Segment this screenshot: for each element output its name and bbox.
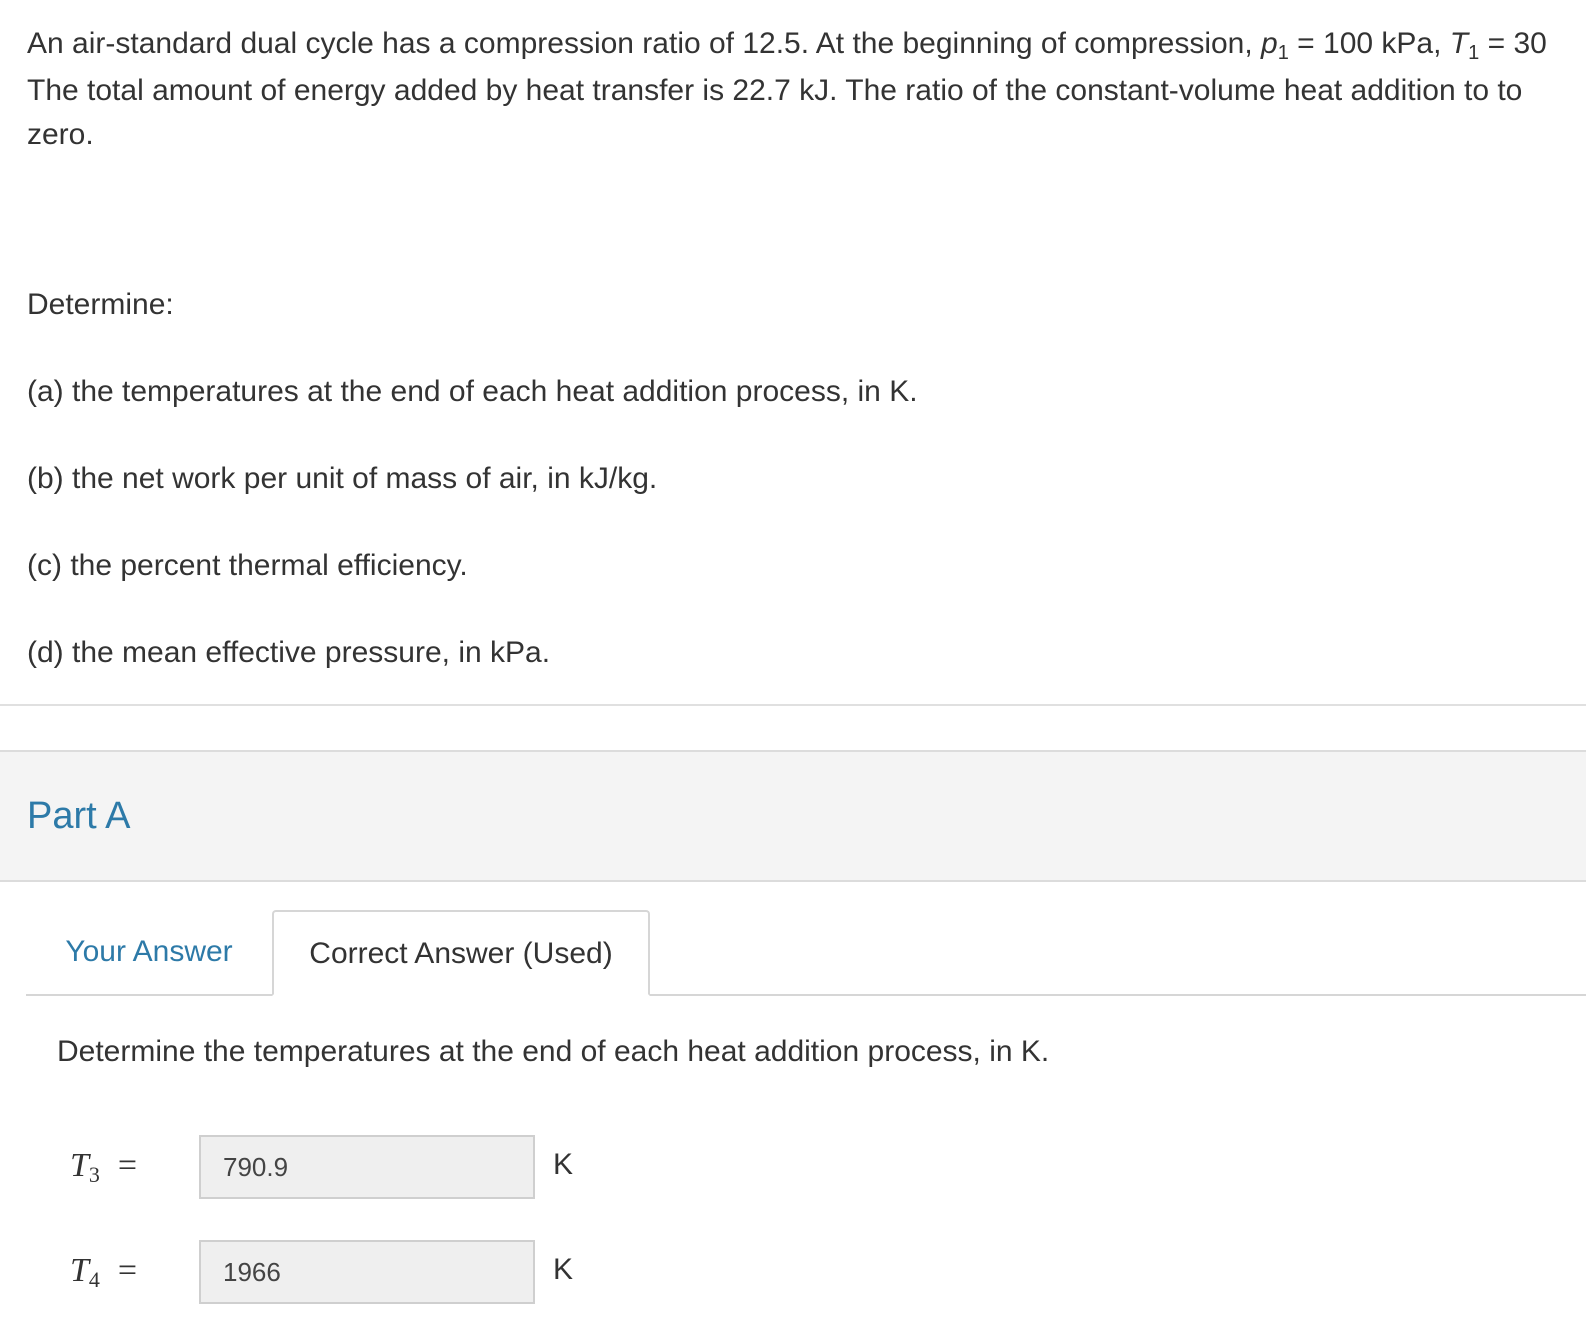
problem-line-2: The total amount of energy added by heat transfer is 22.7 kJ. The ratio of the constant-volume heat addition to to (27, 74, 1523, 107)
t3-symbol: T (70, 1147, 89, 1184)
t3-label (70, 1147, 137, 1185)
item-a: (a) the temperatures at the end of each heat addition process, in K. (27, 375, 918, 408)
t3-unit: K (553, 1148, 574, 1181)
t4-unit: K (553, 1253, 574, 1286)
problem-line-1 (27, 22, 1586, 69)
tab-your-answer[interactable]: Your Answer (65, 935, 233, 968)
problem-text: An air-standard dual cycle has a compression ratio of 12.5. At the beginning of compression, (27, 27, 1262, 60)
t4-subscript: 4 (88, 1267, 100, 1292)
t3-equals: = (117, 1147, 138, 1184)
tab-correct-answer[interactable]: Correct Answer (Used) (272, 910, 650, 996)
t4-equals: = (117, 1252, 138, 1289)
determine-label: Determine: (27, 288, 174, 321)
section-divider (0, 704, 1586, 706)
answer-row-t3 (70, 1135, 590, 1201)
pressure-symbol: p (1261, 27, 1278, 60)
item-b: (b) the net work per unit of mass of air, in kJ/kg. (27, 462, 658, 495)
problem-statement (27, 22, 1586, 157)
part-a-question: Determine the temperatures at the end of each heat addition process, in K. (57, 1035, 1050, 1068)
t4-label (70, 1252, 137, 1290)
t4-symbol: T (70, 1252, 89, 1289)
temperature-subscript: 1 (1468, 42, 1480, 64)
answer-row-t4 (70, 1240, 590, 1306)
problem-line-3: zero. (27, 118, 94, 151)
temperature-value: = 30 (1479, 27, 1547, 60)
answer-tabs (26, 910, 1586, 996)
t3-answer-field[interactable]: 790.9 (199, 1135, 535, 1199)
temperature-symbol: T (1449, 27, 1469, 60)
t4-answer-field[interactable]: 1966 (199, 1240, 535, 1304)
item-d: (d) the mean effective pressure, in kPa. (27, 636, 551, 669)
t3-subscript: 3 (88, 1162, 100, 1187)
tabs-baseline (26, 994, 1586, 996)
part-a-title[interactable]: Part A (27, 795, 131, 837)
pressure-value: = 100 kPa, (1288, 27, 1450, 60)
item-c: (c) the percent thermal efficiency. (27, 549, 468, 582)
part-a-header[interactable] (0, 750, 1586, 882)
pressure-subscript: 1 (1277, 42, 1289, 64)
